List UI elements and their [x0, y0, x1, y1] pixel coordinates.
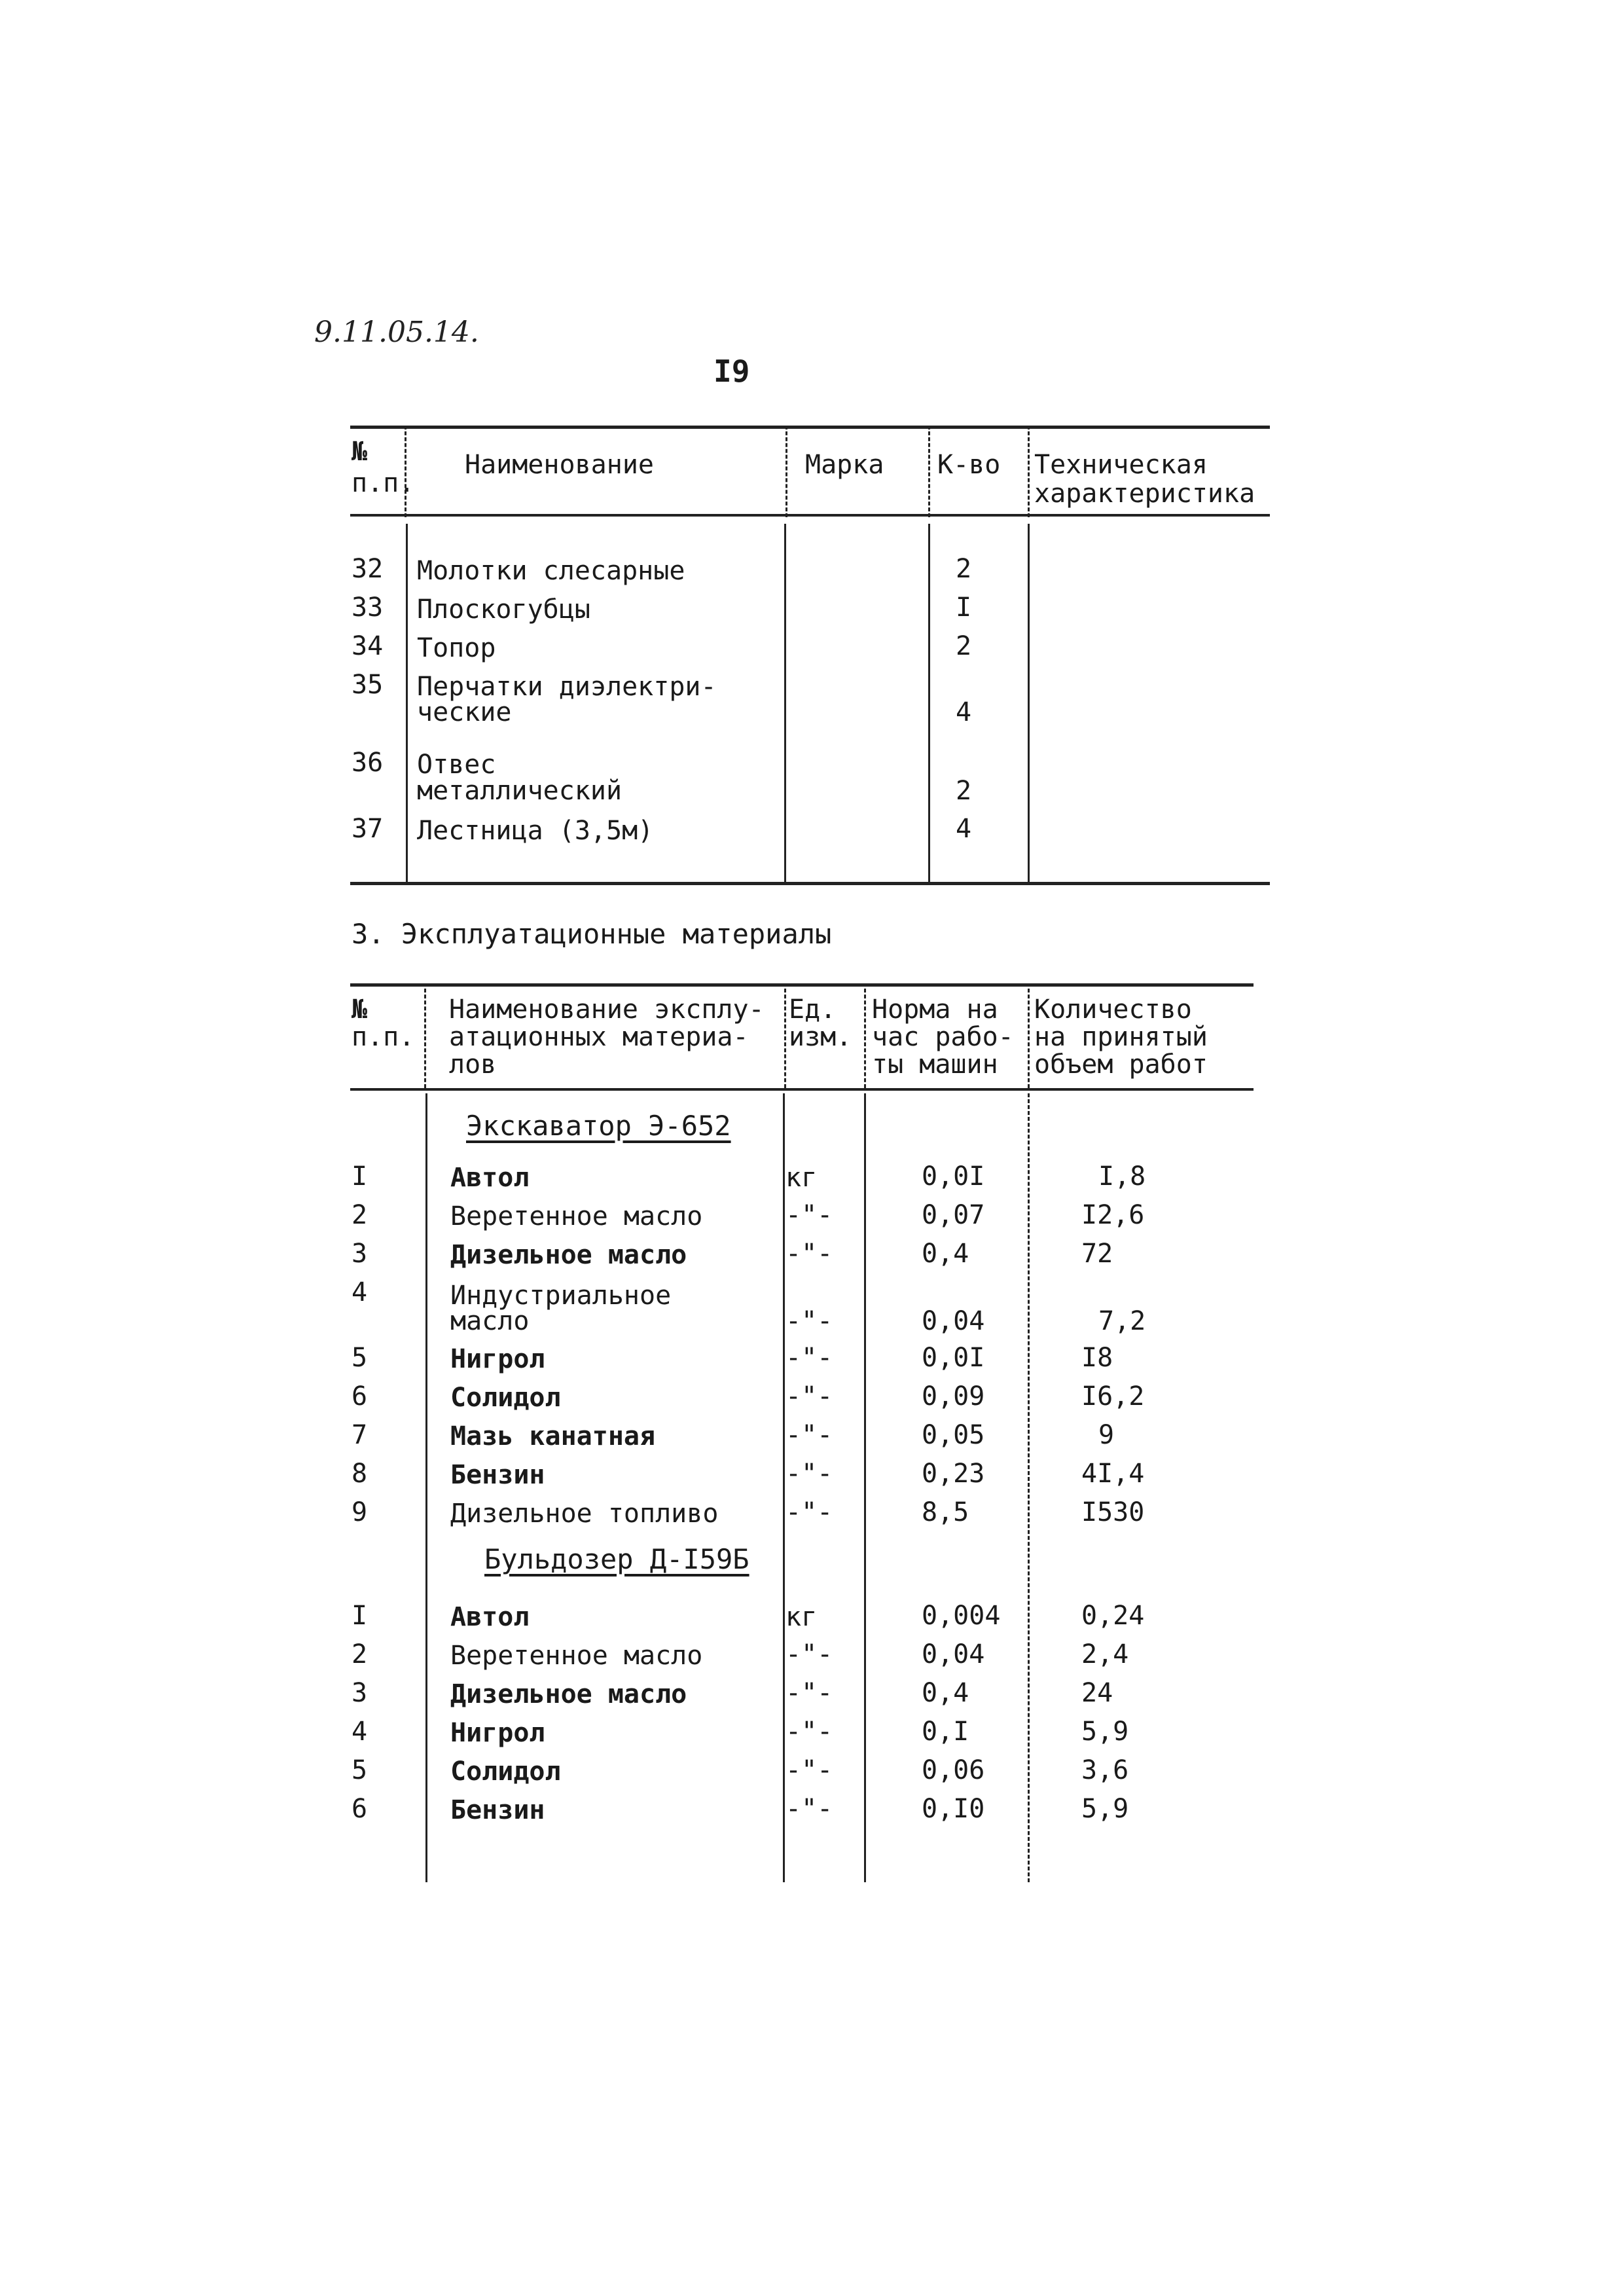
table1-col-divider: [785, 426, 787, 517]
row-number: I: [352, 1601, 368, 1631]
table1-header-brand: Марка: [805, 450, 884, 480]
table1-header-num: п.п.: [352, 468, 415, 498]
row-name: Нигрол: [450, 1718, 545, 1748]
row-name: Веретенное масло: [450, 1641, 703, 1671]
row-unit: -"-: [785, 1755, 833, 1785]
row-number: 6: [352, 1794, 368, 1824]
row-qty: 2: [956, 554, 972, 584]
row-name: Мазь канатная: [450, 1421, 656, 1451]
row-name: Перчатки диэлектри-: [417, 672, 717, 702]
row-unit: -"-: [785, 1639, 833, 1669]
table1-col-divider: [1028, 426, 1030, 517]
row-name: Веретенное масло: [450, 1201, 703, 1231]
group-title: Экскаватор Э-652: [466, 1110, 731, 1142]
row-norm: 0,04: [922, 1639, 985, 1669]
row-number: 36: [352, 748, 384, 778]
table1-col-divider: [784, 524, 786, 882]
row-number: 8: [352, 1459, 368, 1489]
table2-col-divider: [783, 1093, 785, 1882]
row-name: Солидол: [450, 1383, 561, 1413]
row-name: Индустриальное: [450, 1281, 672, 1311]
row-number: 4: [352, 1717, 368, 1747]
row-unit: кг: [785, 1163, 818, 1193]
row-norm: 0,4: [922, 1678, 969, 1708]
table2-header-num: №: [352, 994, 368, 1025]
row-norm: 0,06: [922, 1755, 985, 1785]
row-number: 2: [352, 1639, 368, 1669]
row-name: Дизельное масло: [450, 1679, 687, 1709]
row-amount: 5,9: [1081, 1717, 1129, 1747]
table2-top-rule: [350, 983, 1254, 987]
table2-header-norm: час рабо-: [872, 1022, 1014, 1052]
section-title: 3. Эксплуатационные материалы: [352, 918, 832, 950]
row-name: Дизельное масло: [450, 1240, 687, 1270]
table2-header-num: п.п.: [352, 1022, 415, 1052]
row-number: 32: [352, 554, 384, 584]
row-amount: I2,6: [1081, 1200, 1145, 1230]
row-number: 34: [352, 631, 384, 661]
row-norm: 0,I0: [922, 1794, 985, 1824]
row-unit: -"-: [785, 1239, 833, 1269]
row-norm: 8,5: [922, 1497, 969, 1527]
row-amount: 7,2: [1098, 1306, 1146, 1336]
table1-header-tech: характеристика: [1034, 479, 1255, 509]
row-amount: 3,6: [1081, 1755, 1129, 1785]
table2-col-divider: [1028, 1093, 1030, 1882]
row-norm: 0,09: [922, 1381, 985, 1412]
row-unit: -"-: [785, 1306, 833, 1336]
row-amount: 9: [1098, 1420, 1115, 1450]
row-norm: 0,004: [922, 1601, 1001, 1631]
table1-col-divider: [928, 524, 930, 882]
table1-col-divider: [406, 524, 408, 882]
row-qty: 4: [956, 814, 972, 844]
row-amount: 5,9: [1081, 1794, 1129, 1824]
row-norm: 0,07: [922, 1200, 985, 1230]
table1-header-num: №: [352, 437, 368, 467]
row-unit: -"-: [785, 1717, 833, 1747]
row-name: Автол: [450, 1602, 530, 1632]
table2-header-unit: Ед.: [789, 994, 837, 1025]
table2-col-divider: [864, 1093, 866, 1882]
table2-header-norm: Норма на: [872, 994, 998, 1025]
row-number: 35: [352, 670, 384, 700]
table2-header-amount: объем работ: [1034, 1049, 1208, 1080]
group-title: Бульдозер Д-I59Б: [484, 1543, 749, 1575]
row-unit: -"-: [785, 1459, 833, 1489]
table1-header-rule: [350, 514, 1270, 517]
row-name: ческие: [417, 697, 512, 727]
row-name: Солидол: [450, 1757, 561, 1787]
row-name: Топор: [417, 633, 496, 663]
row-number: I: [352, 1161, 368, 1192]
row-amount: 0,24: [1081, 1601, 1145, 1631]
row-qty: I: [956, 592, 972, 623]
table2-header-amount: на принятый: [1034, 1022, 1208, 1052]
row-unit: -"-: [785, 1794, 833, 1824]
table2-header-norm: ты машин: [872, 1049, 998, 1080]
row-norm: 0,I: [922, 1717, 969, 1747]
row-number: 7: [352, 1420, 368, 1450]
row-name: масло: [450, 1306, 530, 1336]
row-unit: -"-: [785, 1420, 833, 1450]
row-number: 37: [352, 814, 384, 844]
row-unit: -"-: [785, 1343, 833, 1373]
row-number: 2: [352, 1200, 368, 1230]
table1-header-tech: Техническая: [1034, 450, 1208, 480]
row-amount: 72: [1081, 1239, 1113, 1269]
row-unit: -"-: [785, 1678, 833, 1708]
row-amount: I530: [1081, 1497, 1145, 1527]
row-norm: 0,23: [922, 1459, 985, 1489]
table1-header-name: Наименование: [465, 450, 654, 480]
row-unit: -"-: [785, 1381, 833, 1412]
row-number: 6: [352, 1381, 368, 1412]
table2-header-name: лов: [449, 1049, 497, 1080]
document-code: 9.11.05.14.: [314, 316, 479, 349]
row-name: Бензин: [450, 1460, 545, 1490]
row-amount: I8: [1081, 1343, 1113, 1373]
row-number: 5: [352, 1755, 368, 1785]
page-number: I9: [713, 354, 750, 389]
row-norm: 0,05: [922, 1420, 985, 1450]
table2-col-divider: [425, 1093, 427, 1882]
table2-header-amount: Количество: [1034, 994, 1192, 1025]
row-number: 3: [352, 1239, 368, 1269]
row-name: Нигрол: [450, 1344, 545, 1374]
table2-col-divider: [864, 989, 866, 1088]
row-name: Бензин: [450, 1795, 545, 1825]
row-qty: 4: [956, 697, 972, 727]
row-name: металлический: [417, 776, 623, 806]
table1-col-divider: [1028, 524, 1030, 882]
row-amount: 24: [1081, 1678, 1113, 1708]
row-name: Дизельное топливо: [450, 1499, 719, 1529]
row-amount: 2,4: [1081, 1639, 1129, 1669]
table1-col-divider: [928, 426, 930, 517]
row-name: Плоскогубцы: [417, 594, 590, 625]
row-number: 9: [352, 1497, 368, 1527]
row-amount: I6,2: [1081, 1381, 1145, 1412]
table2-header-unit: изм.: [789, 1022, 852, 1052]
row-qty: 2: [956, 631, 972, 661]
table1-bottom-rule: [350, 882, 1270, 885]
table2-header-name: атационных материа-: [449, 1022, 749, 1052]
row-unit: кг: [785, 1602, 818, 1632]
row-amount: I,8: [1098, 1161, 1146, 1192]
row-name: Автол: [450, 1163, 530, 1193]
row-amount: 4I,4: [1081, 1459, 1145, 1489]
table1-top-rule: [350, 426, 1270, 429]
table2-col-divider: [1028, 989, 1030, 1088]
row-qty: 2: [956, 776, 972, 806]
row-norm: 0,4: [922, 1239, 969, 1269]
row-number: 5: [352, 1343, 368, 1373]
table1-header-qty: К-во: [937, 450, 1001, 480]
row-number: 4: [352, 1277, 368, 1307]
table2-col-divider: [424, 989, 426, 1088]
table2-col-divider: [784, 989, 786, 1088]
row-unit: -"-: [785, 1200, 833, 1230]
table2-header-name: Наименование эксплу-: [449, 994, 765, 1025]
row-name: Отвес: [417, 750, 496, 780]
row-unit: -"-: [785, 1497, 833, 1527]
row-norm: 0,0I: [922, 1343, 985, 1373]
row-norm: 0,04: [922, 1306, 985, 1336]
row-number: 33: [352, 592, 384, 623]
row-number: 3: [352, 1678, 368, 1708]
row-norm: 0,0I: [922, 1161, 985, 1192]
table2-header-rule: [350, 1088, 1254, 1091]
row-name: Лестница (3,5м): [417, 816, 654, 846]
row-name: Молотки слесарные: [417, 556, 685, 586]
